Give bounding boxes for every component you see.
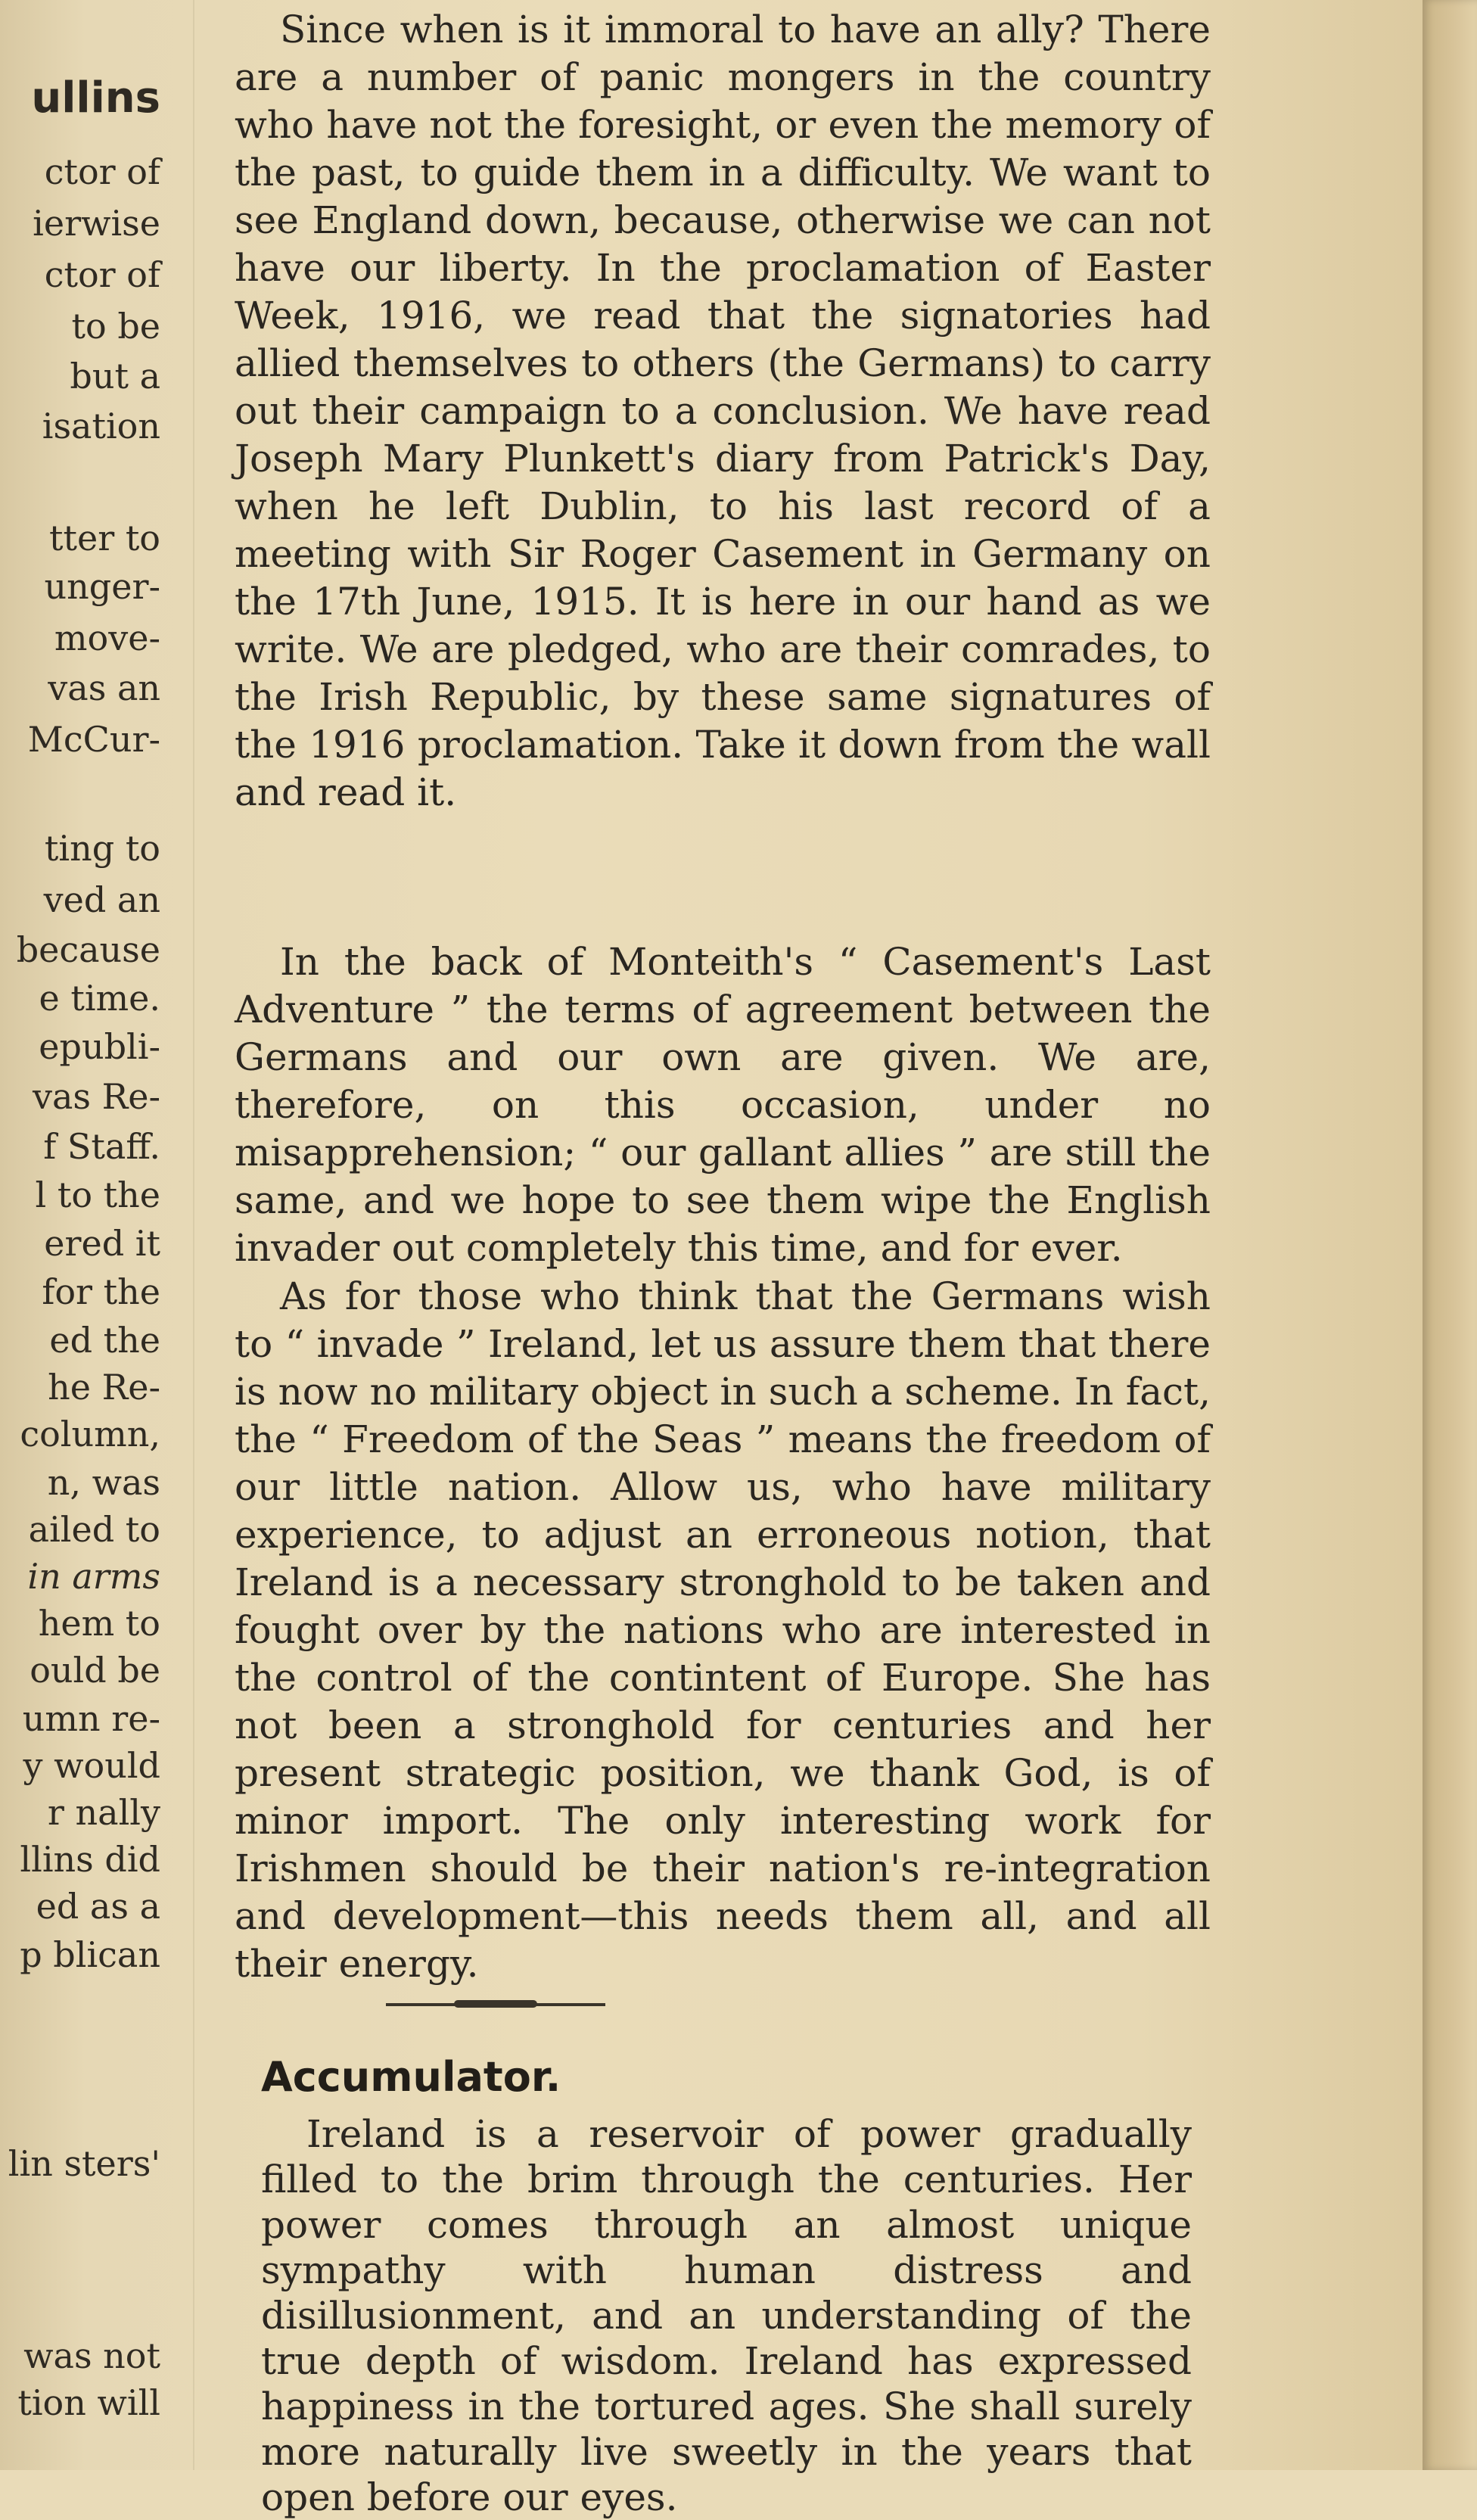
left-column-fragment: umn re-: [22, 1698, 160, 1739]
left-column-fragment: epubli-: [39, 1026, 160, 1067]
left-column-fragment: lin sters': [8, 2143, 160, 2184]
article-paragraph: Since when is it immoral to have an ally? There are a number of panic mongers in the country who have not the foresight, or even the memory of the past, to guide them in a difficulty. We want to see England down, because, otherwise we can not have our liberty. In the proclamation of Easter Week, 1916, we read that the signatories had allied themselves to others (the Germans) to carry out their campaign to a conclusion. We have read Joseph Mary Plunkett's diary from Patrick's Day, when he left Dublin, to his last record of a meeting with Sir Roger Casement in Germany on the 17th June, 1915. It is here in our hand as we write. We are pledged, who are their comrades, to the Irish Republic, by these same signatures of the 1916 proclamation. Take it down from the wall and read it.: [235, 8, 1211, 814]
article-paragraph: In the back of Monteith's “ Casement's Last Adventure ” the terms of agreement between the Germans and our own are given. We are, therefore, on this occasion, under no misapprehension; “ our gallant allies ” are still the same, and we hope to see them wipe the English invader out completely this time, and for ever.: [235, 940, 1211, 1270]
left-column-fragment: ved an: [43, 879, 160, 920]
left-column-fragment: isation: [42, 406, 160, 446]
left-column-fragment: hem to: [38, 1603, 160, 1644]
left-column-fragment: ailed to: [28, 1509, 160, 1550]
left-column-fragment: ierwise: [33, 203, 160, 244]
left-column-fragment: ed as a: [36, 1886, 160, 1927]
left-column-fragment: llins did: [20, 1839, 160, 1880]
accumulator-paragraph: Ireland is a reservoir of power gradually filled to the brim through the centuries. Her power comes through an almost unique sympathy with human distress and disillusionment, and an understanding of the true depth of wisdom. Ireland has expressed happiness in the tortured ages. She shall surely more naturally live sweetly in the years that open before our eyes.: [261, 2112, 1192, 2519]
column-divider: [193, 0, 194, 2470]
left-column-fragment: McCur-: [27, 719, 160, 760]
left-column-fragment: vas Re-: [32, 1076, 160, 1117]
section-separator: [386, 2003, 605, 2006]
left-column-fragment: y would: [23, 1745, 160, 1786]
left-column-fragment: tter to: [49, 518, 160, 558]
left-column-fragment: was not: [23, 2335, 160, 2376]
left-column-fragment: in arms: [27, 1556, 160, 1597]
left-column-fragment: ould be: [30, 1650, 160, 1691]
left-column-fragment: l to the: [35, 1174, 160, 1215]
left-column-fragment: ered it: [44, 1223, 160, 1264]
left-column-fragments: [0, 0, 166, 2470]
left-column-fragment: ed the: [49, 1320, 160, 1361]
left-column-fragment: he Re-: [48, 1367, 160, 1408]
left-column-fragment: for the: [42, 1271, 160, 1312]
article-paragraph: As for those who think that the Germans wish to “ invade ” Ireland, let us assure them that there is now no military object in such a scheme. In fact, the “ Freedom of the Seas ” means the freedom of our little nation. Allow us, who have military experience, to adjust an erroneous notion, that Ireland is a necessary stronghold to be taken and fought over by the nations who are interested in the control of the contintent of Europe. She has not been a stronghold for centuries and her present strategic position, we thank God, is of minor import. The only interesting work for Irishmen should be their nation's re-integration and development—this needs them all, and all their energy.: [235, 1274, 1211, 1986]
left-column-fragment: n, was: [47, 1462, 160, 1503]
accumulator-heading: Accumulator.: [261, 2053, 561, 2101]
left-column-fragment: column,: [20, 1414, 160, 1454]
left-column-fragment: ctor of: [44, 254, 160, 295]
left-column-fragment: r nally: [47, 1792, 160, 1833]
left-column-fragment: ting to: [44, 828, 160, 869]
left-column-fragment: to be: [71, 306, 160, 347]
page-edge: [1423, 0, 1477, 2470]
left-column-fragment: f Staff.: [43, 1126, 160, 1167]
left-column-fragment: move-: [54, 618, 160, 658]
left-column-fragment: unger-: [44, 566, 160, 607]
left-column-fragment: ctor of: [44, 151, 160, 192]
left-column-heading-fragment: ullins: [31, 73, 160, 123]
left-column-fragment: tion will: [17, 2382, 160, 2423]
left-column-fragment: p blican: [20, 1934, 160, 1975]
left-column-fragment: vas an: [48, 667, 160, 708]
left-column-fragment: e time.: [39, 978, 160, 1019]
left-column-fragment: because: [16, 929, 160, 970]
left-column-fragment: but a: [70, 356, 160, 397]
